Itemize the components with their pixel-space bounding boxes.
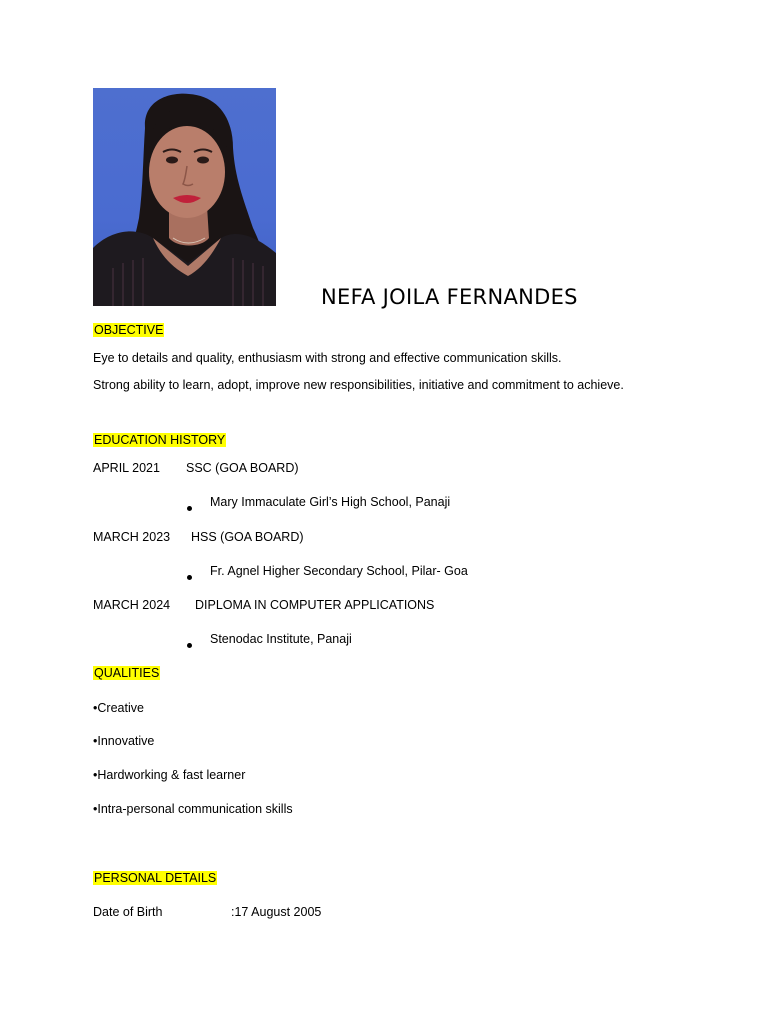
education-institution-1: Mary Immaculate Girl’s High School, Panaji — [210, 495, 451, 509]
education-heading — [93, 432, 226, 448]
education-date-2: MARCH 2023 — [93, 530, 171, 544]
education-qualification-2: HSS (GOA BOARD) — [191, 530, 304, 544]
personal-heading — [93, 870, 217, 886]
portrait-illustration — [93, 88, 276, 306]
dob-label: Date of Birth — [93, 905, 163, 919]
education-qualification-3: DIPLOMA IN COMPUTER APPLICATIONS — [195, 598, 435, 612]
education-institution-3: Stenodac Institute, Panaji — [210, 632, 352, 646]
bullet-icon — [187, 498, 192, 516]
objective-line-1: Eye to details and quality, enthusiasm with strong and effective communication skills. — [93, 351, 562, 365]
education-qualification-1: SSC (GOA BOARD) — [186, 461, 299, 475]
objective-heading-text: OBJECTIVE — [94, 323, 164, 337]
qualities-heading — [93, 665, 160, 681]
education-institution-2: Fr. Agnel Higher Secondary School, Pilar- Goa — [210, 564, 468, 578]
education-date-3: MARCH 2024 — [93, 598, 171, 612]
bullet-icon — [187, 635, 192, 653]
education-date-1: APRIL 2021 — [93, 461, 160, 475]
personal-heading-text: PERSONAL DETAILS — [94, 871, 217, 885]
objective-heading — [93, 322, 164, 338]
candidate-name: NEFA JOILA FERNANDES — [321, 285, 578, 309]
education-heading-text: EDUCATION HISTORY — [94, 433, 226, 447]
qualities-heading-text: QUALITIES — [94, 666, 160, 680]
quality-item-2: •Innovative — [93, 734, 155, 748]
bullet-icon — [187, 567, 192, 585]
dob-value: :17 August 2005 — [231, 905, 322, 919]
quality-item-4: •Intra-personal communication skills — [93, 802, 293, 816]
quality-item-3: •Hardworking & fast learner — [93, 768, 246, 782]
objective-line-2: Strong ability to learn, adopt, improve new responsibilities, initiative and commitment to achieve. — [93, 378, 624, 392]
quality-item-1: •Creative — [93, 701, 144, 715]
profile-photo — [93, 88, 276, 306]
